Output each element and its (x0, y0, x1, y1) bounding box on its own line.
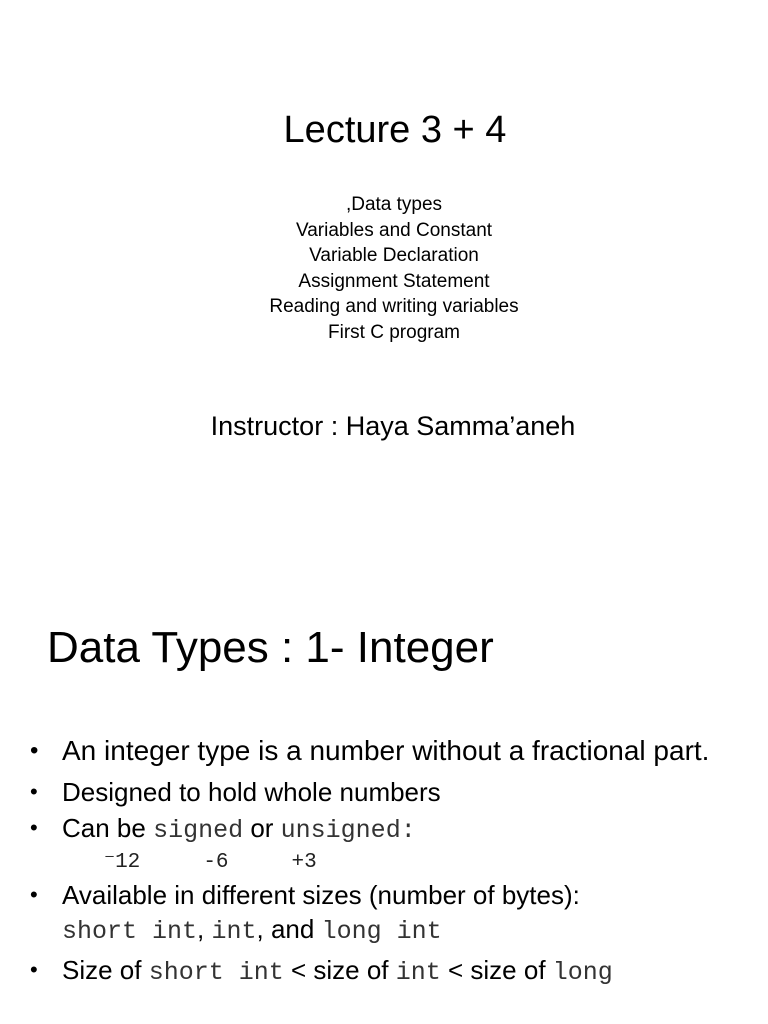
example-value: ⁻12 (104, 851, 141, 874)
bullet-text: or (243, 813, 281, 843)
code-unsigned: unsigned (280, 816, 401, 845)
bullet-text: Size of (62, 955, 149, 985)
code-int: int (395, 958, 441, 987)
bullet-dot-icon: • (30, 882, 38, 907)
bullet-sizes (30, 878, 750, 912)
topic-item: First C program (328, 321, 460, 343)
code-long: long (552, 958, 613, 987)
code-long-int: long int (321, 917, 442, 946)
bullet-list (30, 732, 750, 990)
instructor-line: Instructor : Haya Samma’aneh (210, 411, 576, 441)
bullet-dot-icon: • (30, 815, 38, 840)
bullet-text: < size of (440, 955, 553, 985)
bullet-signed-unsigned (30, 811, 750, 848)
bullet-text: < size of (283, 955, 396, 985)
integer-slide (0, 576, 768, 1024)
bullet-text: Available in different sizes (number of bytes): (62, 880, 580, 910)
bullet-dot-icon: • (30, 957, 38, 982)
slide-title: Data Types : 1- Integer (47, 623, 494, 672)
separator: , (197, 914, 212, 944)
code-short-int: short int (62, 917, 198, 946)
example-values (104, 848, 750, 878)
code-short-int: short int (148, 958, 284, 987)
bullet-size-order (30, 953, 750, 990)
topic-item: Variable Declaration (309, 245, 479, 267)
bullet-whole-numbers (30, 775, 750, 809)
topic-item: ,Data types (345, 194, 443, 215)
bullet-integer-definition (30, 732, 750, 769)
bullet-sizes-continued (62, 912, 750, 949)
topic-list (0, 192, 768, 346)
topic-item: Assignment Statement (298, 270, 490, 292)
topic-item: Reading and writing variables (269, 296, 519, 318)
bullet-text: Designed to hold whole numbers (62, 777, 441, 807)
example-value: +3 (291, 851, 317, 874)
code-signed: signed (153, 816, 244, 845)
bullet-dot-icon: • (30, 737, 39, 764)
topic-item: Variables and Constant (295, 219, 493, 241)
bullet-text: Can be (62, 813, 154, 843)
bullet-text: An integer type is a number without a fractional part. (62, 735, 710, 766)
colon: : (400, 816, 416, 845)
example-value: -6 (203, 851, 229, 874)
separator: , and (256, 914, 322, 944)
code-int: int (211, 917, 257, 946)
lecture-title: Lecture 3 + 4 (283, 109, 507, 151)
bullet-dot-icon: • (30, 779, 38, 804)
